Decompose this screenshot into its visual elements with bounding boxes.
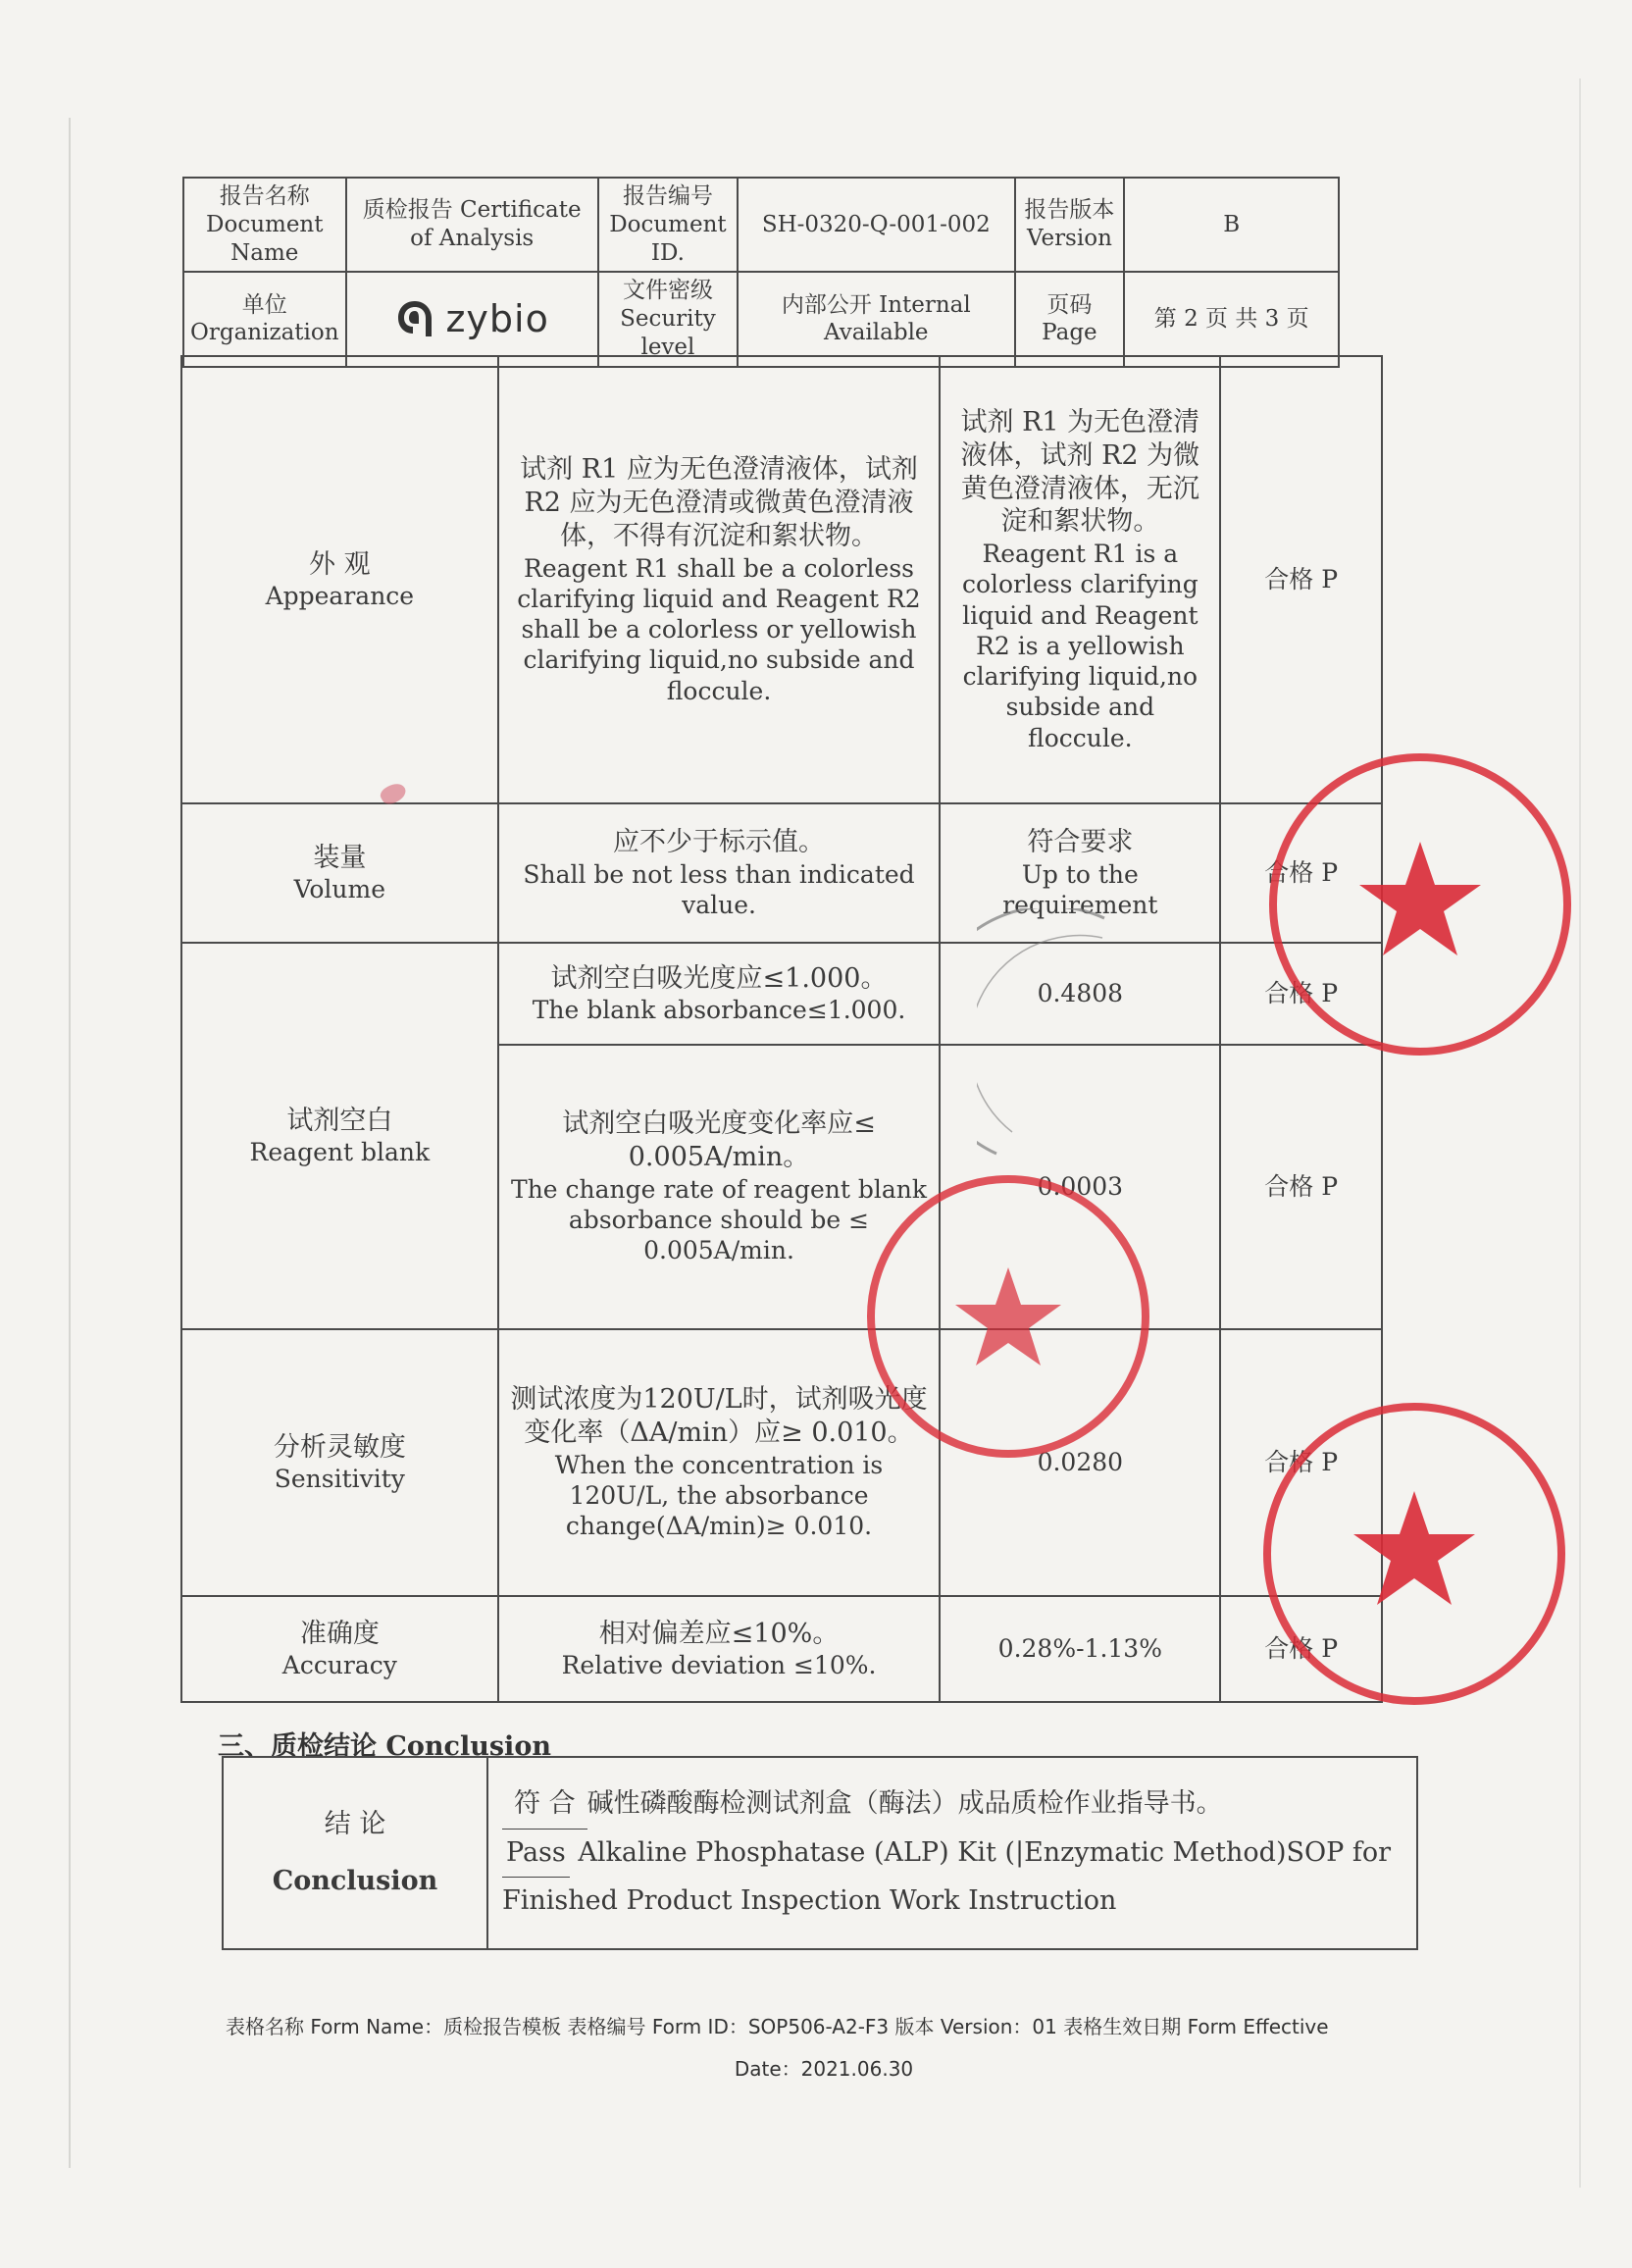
item-cn: 装量 bbox=[313, 842, 367, 873]
page-label: 页码 Page bbox=[1015, 272, 1125, 366]
pass-mark-cn: 符 合 bbox=[502, 1780, 587, 1830]
item-en: Reagent blank bbox=[249, 1138, 431, 1167]
requirement-cn: 试剂 R1 应为无色澄清液体，试剂 R2 应为无色澄清或微黄色澄清液体，不得有沉淀和絮状物。 bbox=[520, 454, 918, 551]
requirement-en: Shall be not less than indicated value. bbox=[523, 859, 915, 919]
verdict: 合格 P bbox=[1220, 803, 1382, 943]
security-value: 内部公开 Internal Available bbox=[738, 272, 1014, 366]
page-right-edge bbox=[1579, 78, 1581, 2188]
zybio-logo-icon bbox=[394, 297, 435, 340]
requirement-cn: 测试浓度为120U/L时，试剂吸光度变化率（ΔA/min）应≥ 0.010。 bbox=[510, 1384, 928, 1449]
page-left-edge bbox=[69, 118, 71, 2168]
document-id-label: 报告编号 Document ID. bbox=[598, 178, 738, 272]
result-value: 0.0003 bbox=[940, 1045, 1220, 1329]
table-row bbox=[181, 1329, 1382, 1596]
table-row bbox=[181, 1596, 1382, 1702]
requirement-en: When the concentration is 120U/L, the absorbance change(ΔA/min)≥ 0.010. bbox=[554, 1450, 884, 1541]
item-cn: 试剂空白 bbox=[286, 1105, 393, 1136]
table-row bbox=[181, 943, 1382, 1045]
result-en: Reagent R1 is a colorless clarifying liquid and Reagent R2 is a yellowish clarifying liquid,no subside and floccule. bbox=[961, 540, 1198, 752]
conclusion-label-cn: 结 论 bbox=[324, 1809, 386, 1840]
version-value: B bbox=[1124, 178, 1339, 272]
item-en: Appearance bbox=[265, 582, 415, 611]
page-value: 第 2 页 共 3 页 bbox=[1124, 272, 1339, 366]
verdict: 合格 P bbox=[1220, 356, 1382, 803]
item-en: Accuracy bbox=[281, 1651, 397, 1680]
result-value: 0.28%-1.13% bbox=[940, 1596, 1220, 1702]
item-cn: 外 观 bbox=[309, 548, 371, 580]
inspection-table bbox=[180, 355, 1383, 1703]
table-row bbox=[181, 356, 1382, 803]
verdict: 合格 P bbox=[1220, 1045, 1382, 1329]
verdict: 合格 P bbox=[1220, 1596, 1382, 1702]
version-label: 报告版本 Version bbox=[1015, 178, 1125, 272]
pass-mark-en: Pass bbox=[502, 1830, 570, 1879]
document-name-label: 报告名称 Document Name bbox=[183, 178, 346, 272]
requirement-cn: 试剂空白吸光度应≤1.000。 bbox=[550, 962, 888, 994]
organization-logo bbox=[346, 272, 598, 366]
conclusion-section-title: 三、质检结论 Conclusion bbox=[218, 1731, 551, 1762]
footer-line-1: 表格名称 Form Name：质检报告模板 表格编号 Form ID：SOP506-A2-F3 版本 Version：01 表格生效日期 Form Effective bbox=[226, 2015, 1329, 2038]
verdict: 合格 P bbox=[1220, 1329, 1382, 1596]
item-cn: 分析灵敏度 bbox=[273, 1431, 406, 1463]
conclusion-text-cn: 碱性磷酸酶检测试剂盒（酶法）成品质检作业指导书。 bbox=[586, 1788, 1223, 1820]
document-name-value: 质检报告 Certificate of Analysis bbox=[346, 178, 598, 272]
result-cn: 试剂 R1 为无色澄清液体，试剂 R2 为微黄色澄清液体，无沉淀和絮状物。 bbox=[960, 407, 1200, 538]
result-value: 0.0280 bbox=[940, 1329, 1220, 1596]
document-id-value: SH-0320-Q-001-002 bbox=[738, 178, 1014, 272]
requirement-en: The change rate of reagent blank absorbance should be ≤ 0.005A/min. bbox=[511, 1174, 927, 1265]
conclusion-table bbox=[222, 1756, 1418, 1950]
verdict: 合格 P bbox=[1220, 943, 1382, 1045]
requirement-cn: 试剂空白吸光度变化率应≤ 0.005A/min。 bbox=[562, 1108, 876, 1173]
result-cn: 符合要求 bbox=[1027, 826, 1134, 857]
requirement-en: Relative deviation ≤10%. bbox=[561, 1651, 877, 1680]
result-en: Up to the requirement bbox=[1002, 859, 1158, 919]
requirement-cn: 相对偏差应≤10%。 bbox=[598, 1618, 840, 1649]
item-en: Sensitivity bbox=[274, 1465, 405, 1494]
organization-label: 单位 Organization bbox=[183, 272, 346, 366]
document-header-table bbox=[182, 177, 1340, 368]
conclusion-text-en: Alkaline Phosphatase (ALP) Kit (|Enzymatic Method)SOP for Finished Product Inspection Work Instruction bbox=[502, 1836, 1392, 1917]
conclusion-label-en: Conclusion bbox=[272, 1866, 438, 1896]
requirement-en: Reagent R1 shall be a colorless clarifying liquid and Reagent R2 shall be a colorless or yellowish clarifying liquid,no subside and floccule. bbox=[517, 553, 921, 705]
requirement-en: The blank absorbance≤1.000. bbox=[532, 996, 906, 1025]
footer-line-2: Date：2021.06.30 bbox=[734, 2057, 914, 2081]
table-row bbox=[181, 803, 1382, 943]
requirement-cn: 应不少于标示值。 bbox=[613, 826, 826, 857]
result-value: 0.4808 bbox=[940, 943, 1220, 1045]
item-en: Volume bbox=[293, 875, 386, 904]
logo-text: zybio bbox=[445, 296, 549, 340]
item-cn: 准确度 bbox=[299, 1618, 380, 1649]
form-footer bbox=[226, 2011, 1422, 2082]
security-label: 文件密级 Security level bbox=[598, 272, 738, 366]
